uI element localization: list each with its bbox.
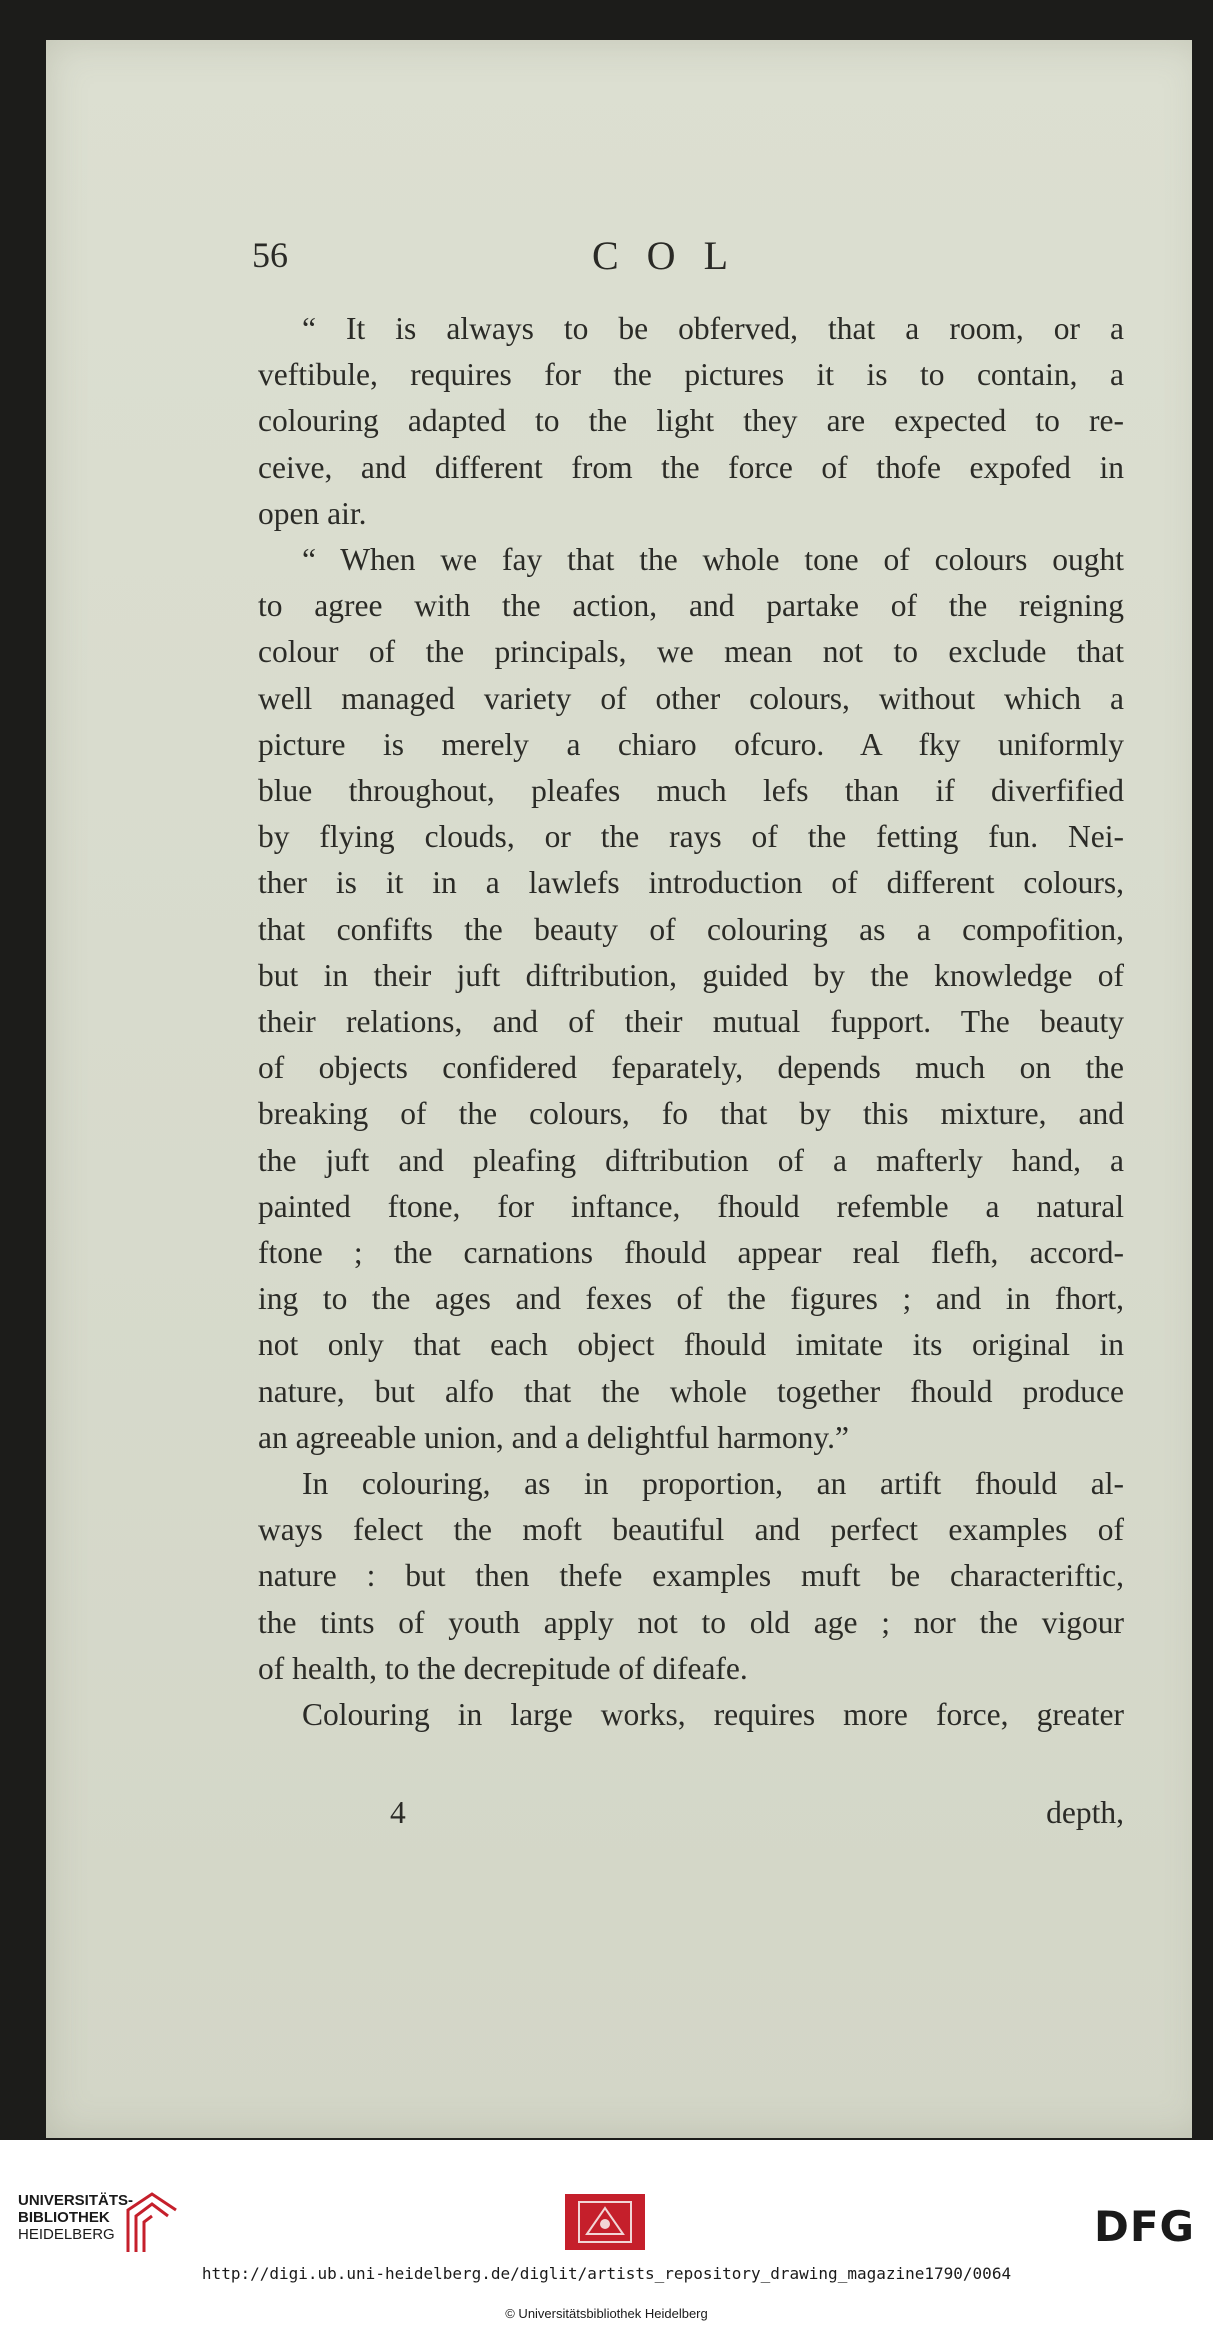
text-line: by flying clouds, or the rays of the fetting fun. Nei- [258,819,1124,855]
page-edge-shadow [1192,40,1206,2138]
text-line: ftone ; the carnations fhould appear real flefh, accord- [258,1235,1124,1271]
library-mark-icon [122,2190,182,2254]
page-number: 56 [252,235,288,275]
text-line: to agree with the action, and partake of the reigning [258,588,1124,624]
text-line: an agreeable union, and a delightful harmony.” [258,1419,849,1455]
text-line: picture is merely a chiaro ofcuro. A fky uniformly [258,726,1124,762]
text-line: ing to the ages and fexes of the figures ; and in fhort, [258,1281,1124,1317]
heidelberg-emblem-icon[interactable] [565,2194,645,2250]
text-line: of objects confidered feparately, depends much on the [258,1050,1124,1086]
text-line: the juft and pleafing diftribution of a mafterly hand, a [258,1142,1124,1178]
text-line: their relations, and of their mutual fupport. The beauty [258,1004,1124,1040]
text-line: “ It is always to be obferved, that a room, or a [302,311,1124,346]
text-line: open air. [258,495,367,531]
library-city: HEIDELBERG [18,2226,115,2243]
text-line: but in their juft diftribution, guided by the knowledge of [258,957,1124,993]
text-line: “ When we fay that the whole tone of colours ought [302,542,1124,578]
text-line: well managed variety of other colours, without which a [258,680,1124,716]
text-line: ways felect the moft beautiful and perfect examples of [258,1512,1124,1548]
text-line: the tints of youth apply not to old age ; nor the vigour [258,1604,1124,1640]
body-text [258,306,1124,1738]
permalink-url[interactable]: http://digi.ub.uni-heidelberg.de/diglit/artists_repository_drawing_magazine1790/0064 [201,2264,1012,2283]
dfg-logo[interactable]: DFG [1093,2202,1195,2251]
copyright-notice: © Universitätsbibliothek Heidelberg [505,2306,708,2321]
page-header [208,228,1128,288]
text-line: painted ftone, for inftance, fhould refemble a natural [258,1188,1124,1224]
text-line: nature : but then thefe examples muft be characteriftic, [258,1558,1124,1594]
text-line: colour of the principals, we mean not to exclude that [258,634,1124,670]
viewer-footer [0,2140,1213,2332]
text-line: ther is it in a lawlefs introduction of different colours, [258,865,1124,901]
library-name-line1: UNIVERSITÄTS- [18,2192,134,2209]
text-line: blue throughout, pleafes much lefs than if diverfified [258,773,1124,809]
text-line: veftibule, requires for the pictures it is to contain, a [258,357,1124,393]
text-line: not only that each object fhould imitate its original in [258,1327,1124,1363]
catchline [258,1795,1124,1841]
library-name-line2: BIBLIOTHEK [18,2209,110,2226]
text-line: In colouring, as in proportion, an artift fhould al- [302,1466,1124,1502]
text-line: of health, to the decrepitude of difeafe. [258,1650,748,1686]
text-line: breaking of the colours, fo that by this mixture, and [258,1096,1124,1132]
text-line: nature, but alfo that the whole together fhould produce [258,1373,1124,1409]
library-name [18,2192,133,2243]
text-line: that confifts the beauty of colouring as a compofition, [258,911,1124,947]
text-line: colouring adapted to the light they are expected to re- [258,403,1124,439]
text-line: ceive, and different from the force of thofe expofed in [258,449,1124,485]
text-line: Colouring in large works, requires more force, greater [302,1697,1124,1733]
signature-mark: 4 [390,1795,406,1830]
catchword: depth, [1046,1795,1124,1830]
running-head: COL [592,233,756,278]
